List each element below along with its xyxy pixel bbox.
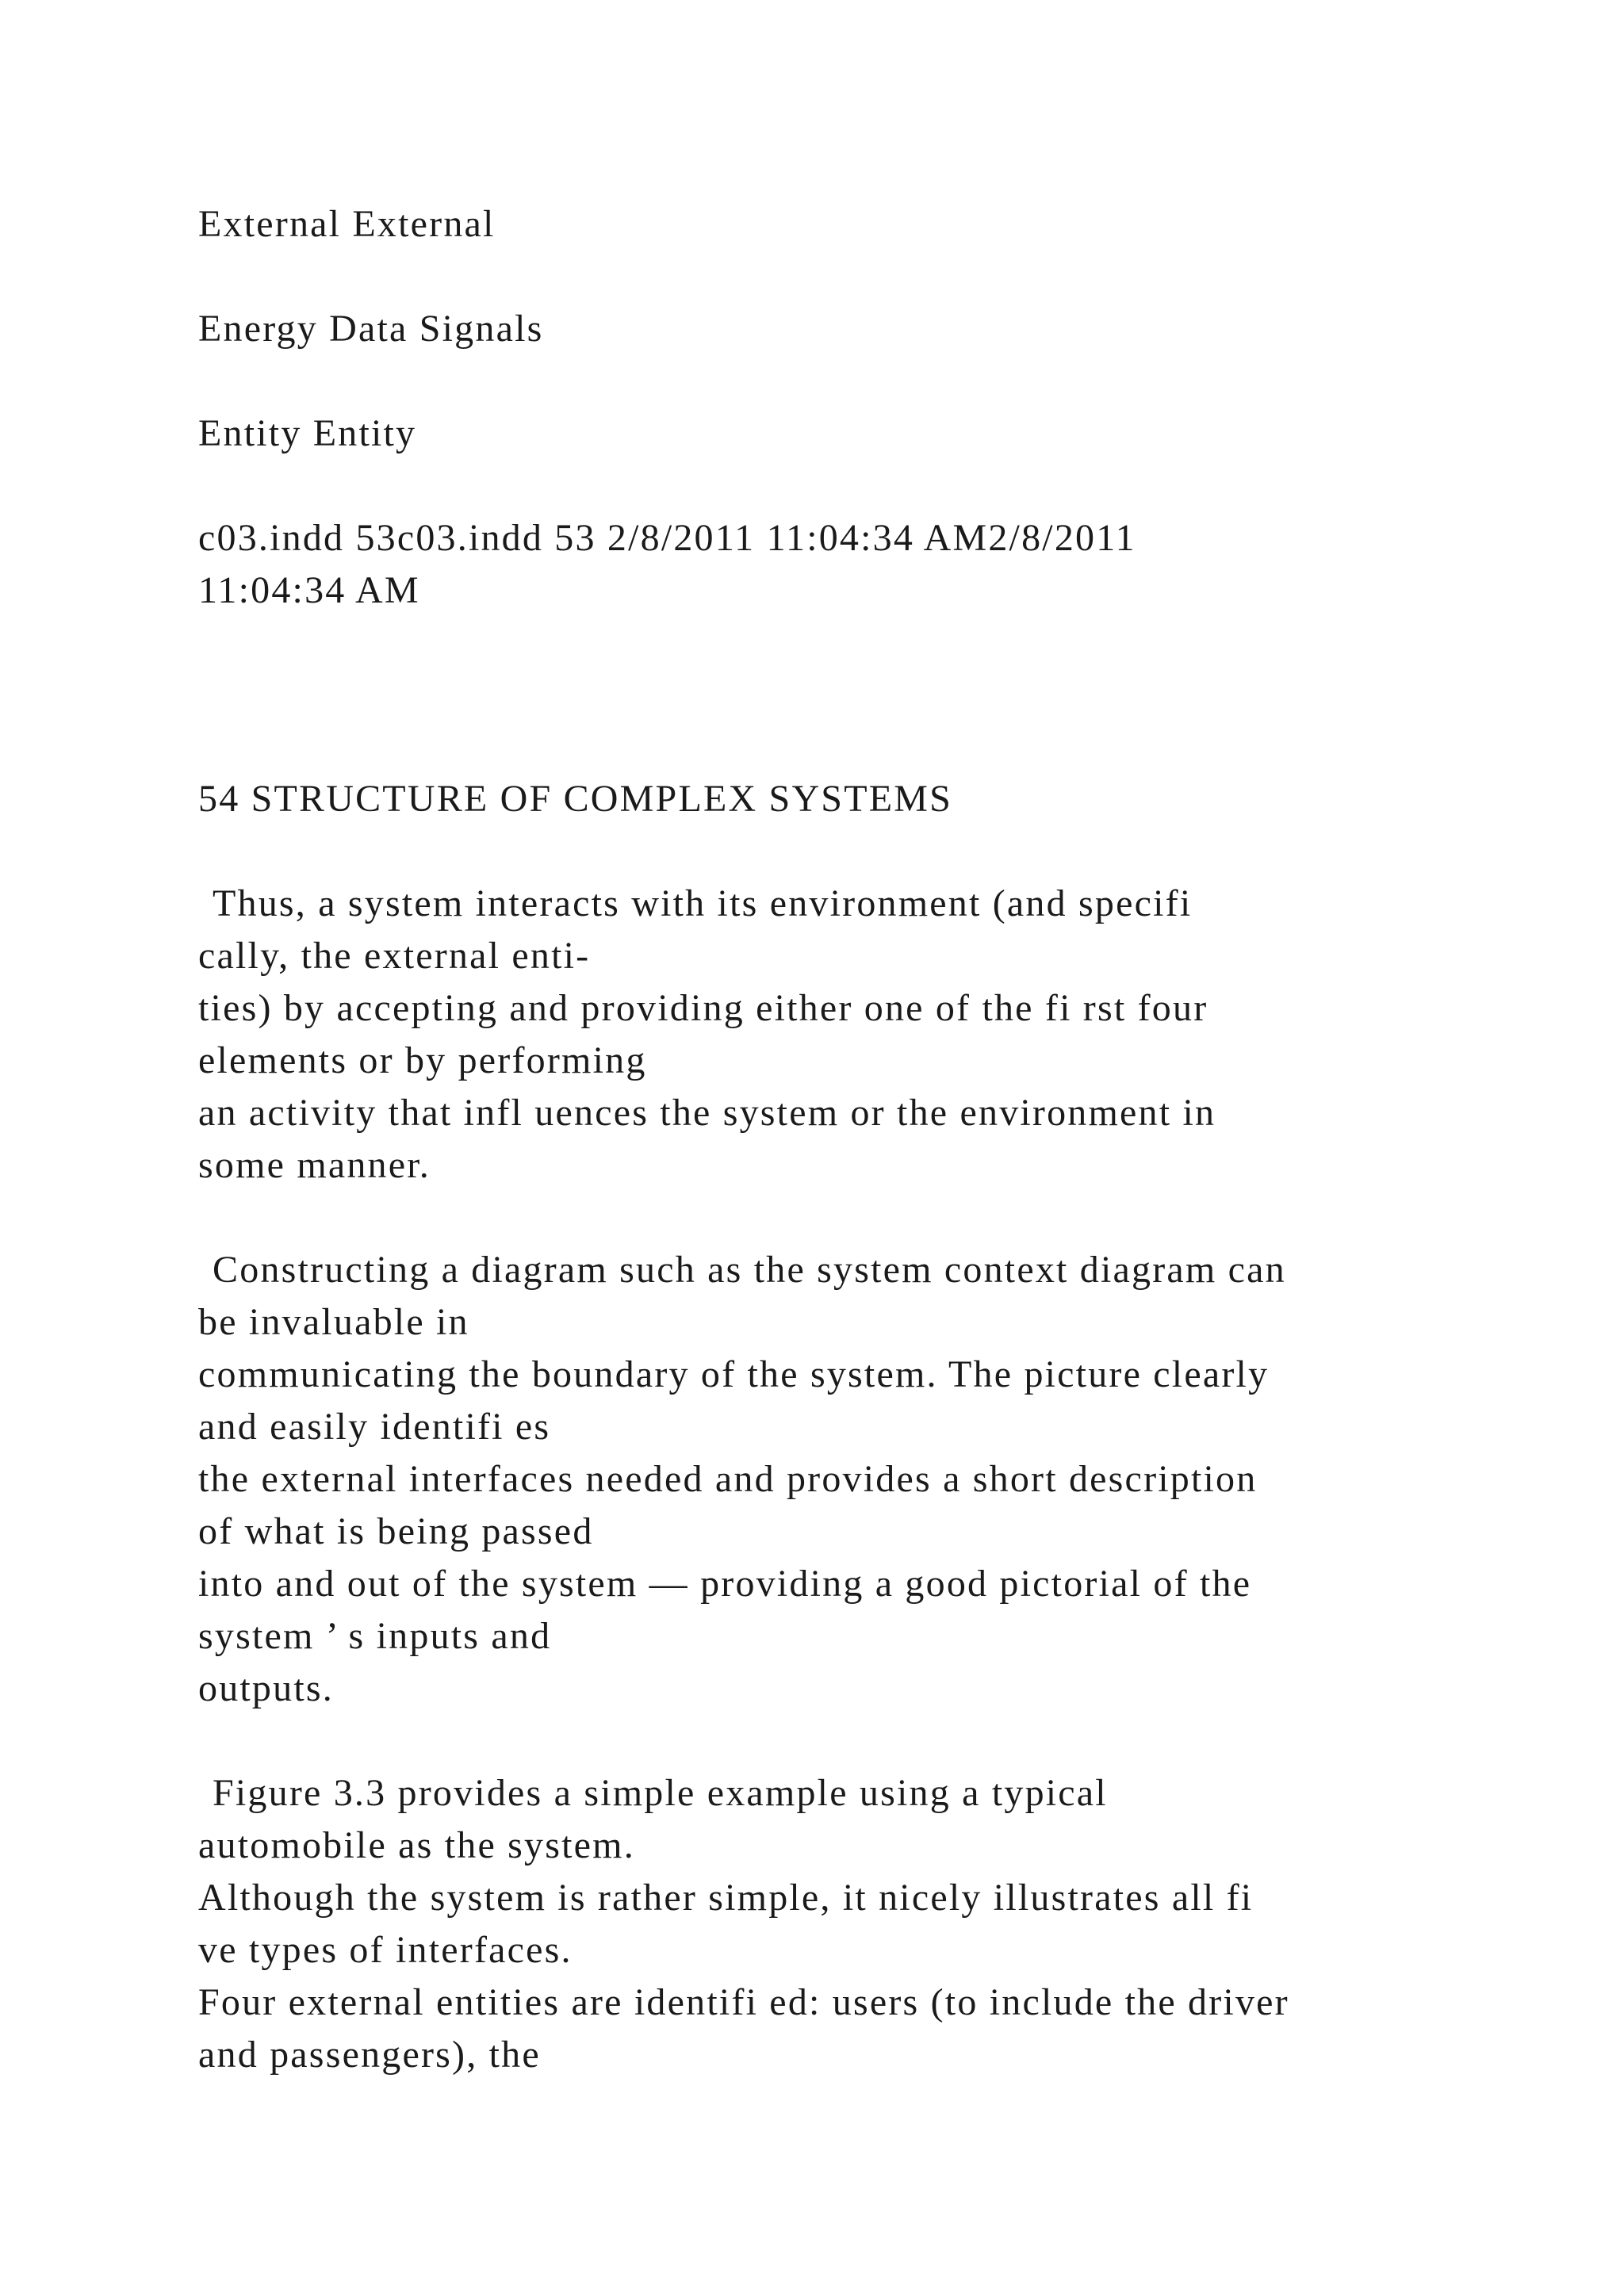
text-line: Constructing a diagram such as the system context diagram can <box>213 1249 1286 1291</box>
text-line: 54 STRUCTURE OF COMPLEX SYSTEMS <box>198 778 953 820</box>
text-line: and easily identifi es <box>198 1406 551 1448</box>
text-line: automobile as the system. <box>198 1824 635 1866</box>
text-line: cally, the external enti- <box>198 935 591 977</box>
text-line: and passengers), the <box>198 2034 541 2076</box>
body-paragraph-1 <box>198 878 1546 1192</box>
text-line: ve types of interfaces. <box>198 1929 573 1971</box>
text-line: outputs. <box>198 1667 334 1709</box>
heading-energy-data-signals <box>198 303 1546 355</box>
text-line: 11:04:34 AM <box>198 569 420 611</box>
text-line: into and out of the system — providing a good pictorial of the <box>198 1563 1252 1605</box>
body-paragraph-2 <box>198 1244 1546 1715</box>
text-line: the external interfaces needed and provides a short description <box>198 1458 1258 1500</box>
heading-external <box>198 198 1546 251</box>
text-line: communicating the boundary of the system. The picture clearly <box>198 1353 1270 1395</box>
text-line: ties) by accepting and providing either one of the fi rst four <box>198 987 1208 1029</box>
text-line: Although the system is rather simple, it nicely illustrates all fi <box>198 1877 1254 1919</box>
text-line: Figure 3.3 provides a simple example using a typical <box>213 1772 1108 1814</box>
text-line: External External <box>198 203 496 245</box>
text-line: of what is being passed <box>198 1510 594 1552</box>
text-line: elements or by performing <box>198 1039 647 1081</box>
text-line: Four external entities are identifi ed: users (to include the driver <box>198 1981 1289 2023</box>
text-line: Energy Data Signals <box>198 308 544 350</box>
text-line: some manner. <box>198 1144 431 1186</box>
body-paragraph-3 <box>198 1767 1546 2081</box>
text-line: c03.indd 53c03.indd 53 2/8/2011 11:04:34 AM2/8/2011 <box>198 517 1136 559</box>
running-header <box>198 773 1546 825</box>
text-line: Thus, a system interacts with its environment (and specifi <box>213 882 1193 924</box>
heading-entity <box>198 408 1546 460</box>
text-line: an activity that infl uences the system or the environment in <box>198 1092 1216 1134</box>
text-line: be invaluable in <box>198 1301 469 1343</box>
file-stamp <box>198 512 1546 617</box>
text-line: system ’ s inputs and <box>198 1615 552 1657</box>
text-line: Entity Entity <box>198 412 417 454</box>
